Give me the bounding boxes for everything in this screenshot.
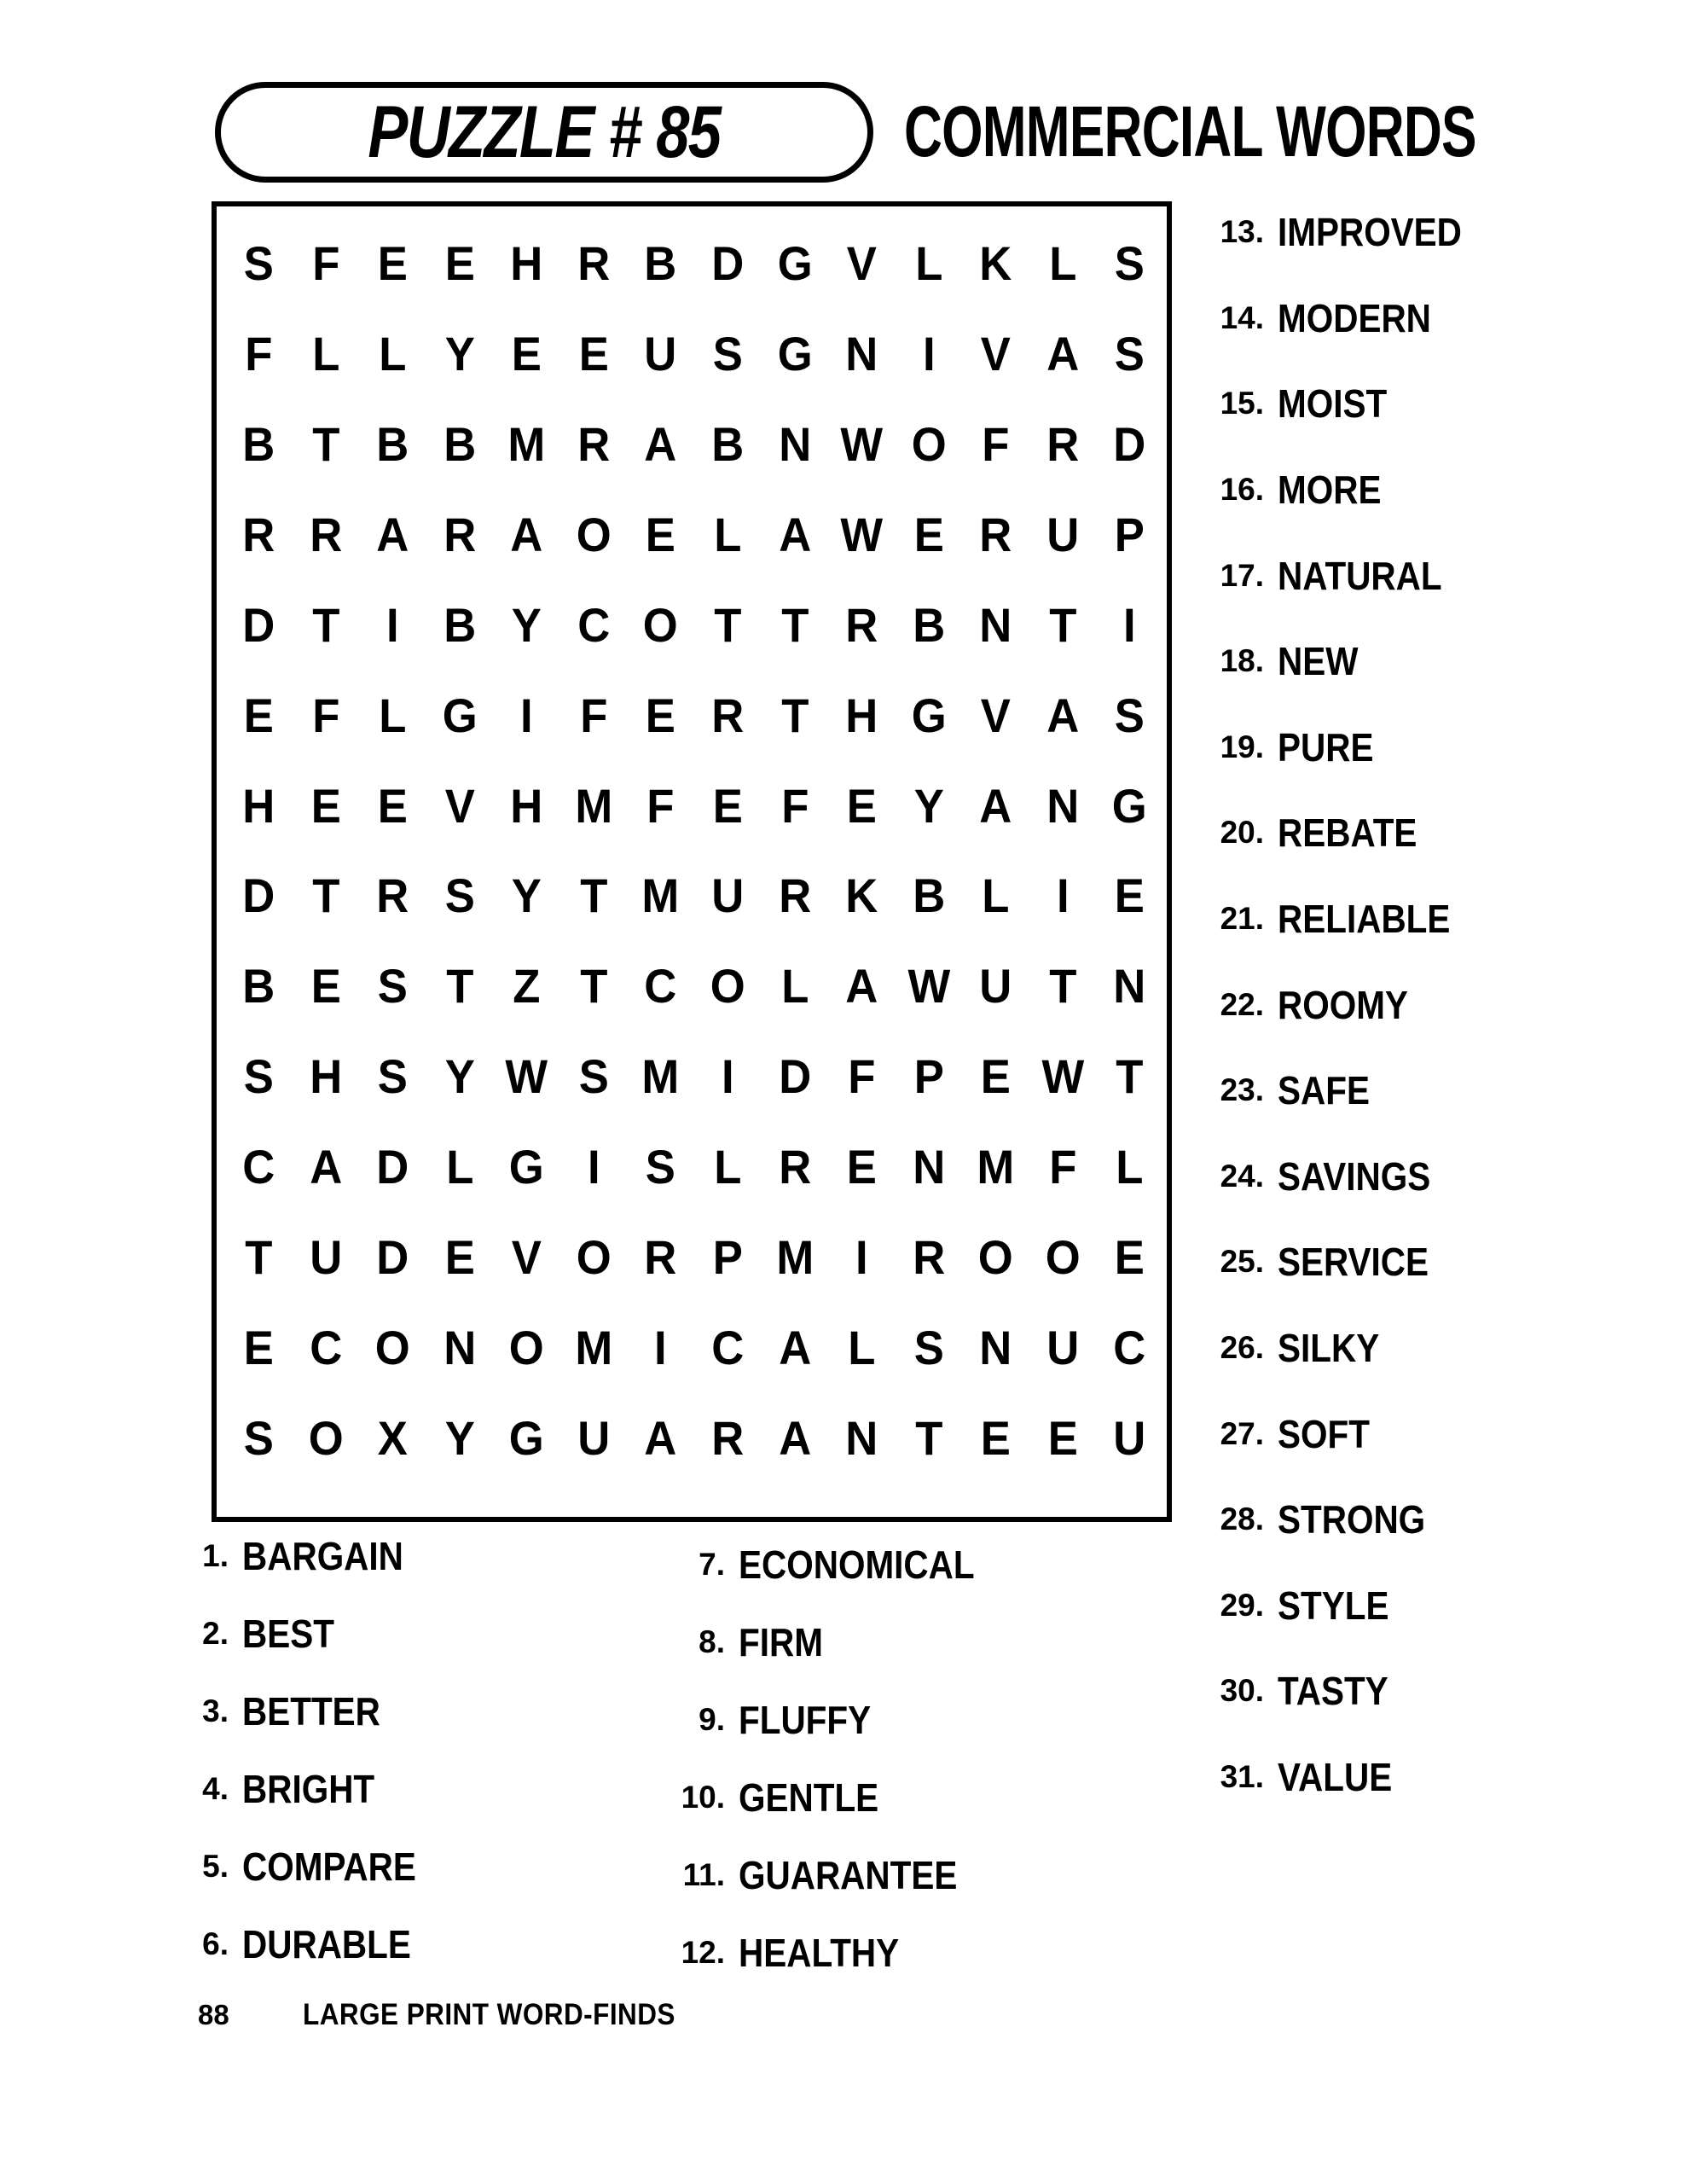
- grid-cell: A: [778, 1320, 811, 1374]
- grid-cell: S: [243, 1410, 274, 1465]
- grid-cell: U: [979, 959, 1012, 1014]
- word-list-item: [1192, 1219, 1487, 1305]
- grid-cell: A: [1046, 327, 1080, 381]
- word-list-item: [167, 1672, 440, 1750]
- word-number: 5.: [202, 1848, 229, 1884]
- word-label: RELIABLE: [1278, 897, 1451, 942]
- grid-cell: G: [777, 236, 813, 291]
- grid-cell: E: [310, 959, 341, 1014]
- grid-cell: N: [1046, 778, 1080, 833]
- word-label: STRONG: [1278, 1497, 1426, 1542]
- word-list-item: [1192, 532, 1487, 619]
- word-number: 22.: [1220, 986, 1264, 1022]
- word-list-item: [167, 1750, 440, 1827]
- grid-cell: L: [982, 868, 1010, 923]
- page-number: 88: [198, 1999, 229, 2030]
- grid-cell: B: [443, 597, 477, 652]
- grid-cell: Z: [513, 959, 541, 1014]
- grid-cell: U: [1046, 507, 1080, 561]
- grid-cell: S: [913, 1320, 944, 1374]
- grid-cell: E: [846, 1139, 877, 1194]
- grid-cell: U: [1113, 1410, 1146, 1465]
- grid-cell: R: [1046, 417, 1080, 472]
- word-label: NEW: [1278, 639, 1359, 684]
- word-list-item: [1192, 705, 1487, 791]
- word-label: FLUFFY: [739, 1697, 872, 1742]
- grid-cell: W: [840, 507, 884, 561]
- grid-cell: G: [442, 688, 478, 742]
- word-label: SAFE: [1278, 1068, 1370, 1113]
- grid-cell: B: [644, 236, 677, 291]
- word-number: 8.: [699, 1623, 725, 1659]
- grid-cell: R: [845, 597, 878, 652]
- grid-cell: E: [846, 778, 877, 833]
- grid-cell: R: [778, 1139, 811, 1194]
- grid-cell: S: [243, 236, 274, 291]
- grid-cell: N: [443, 1320, 477, 1374]
- grid-cell: I: [386, 597, 399, 652]
- word-label: BRIGHT: [242, 1766, 375, 1811]
- word-list-item: [1192, 961, 1487, 1048]
- grid-cell: M: [641, 868, 680, 923]
- grid-cell: D: [1113, 417, 1146, 472]
- grid-cell: B: [376, 417, 409, 472]
- grid-cell: E: [578, 327, 609, 381]
- word-number: 14.: [1220, 299, 1264, 335]
- word-list-item: [1192, 1734, 1487, 1821]
- word-number: 9.: [699, 1701, 725, 1737]
- grid-cell: L: [780, 959, 809, 1014]
- word-list-item: [646, 1525, 1006, 1603]
- grid-cell: B: [242, 959, 275, 1014]
- word-number: 12.: [681, 1934, 725, 1970]
- word-number: 19.: [1220, 729, 1264, 764]
- grid-cell: L: [714, 1139, 742, 1194]
- grid-cell: S: [377, 959, 408, 1014]
- word-list-item: [646, 1758, 1006, 1836]
- grid-cell: R: [644, 1229, 677, 1284]
- word-list-item: [167, 1827, 440, 1905]
- grid-cell: D: [376, 1229, 409, 1284]
- word-label: DURABLE: [242, 1921, 411, 1966]
- grid-cell: Y: [913, 778, 944, 833]
- grid-cell: C: [1113, 1320, 1146, 1374]
- grid-cell: E: [980, 1049, 1012, 1104]
- word-list-item: [1192, 790, 1487, 876]
- grid-cell: C: [242, 1139, 275, 1194]
- word-number: 16.: [1220, 472, 1264, 508]
- grid-cell: P: [1115, 507, 1145, 561]
- grid-cell: R: [577, 236, 611, 291]
- grid-cell: S: [1115, 688, 1145, 742]
- word-list-item: [1192, 1477, 1487, 1563]
- grid-cell: E: [712, 778, 743, 833]
- word-list-item: [1192, 1648, 1487, 1734]
- grid-cell: L: [445, 1139, 474, 1194]
- word-label: BETTER: [242, 1688, 380, 1734]
- grid-cell: U: [309, 1229, 342, 1284]
- grid-cell: C: [309, 1320, 342, 1374]
- grid-cell: S: [1115, 327, 1145, 381]
- grid-cell: M: [977, 1139, 1015, 1194]
- word-number: 11.: [682, 1856, 725, 1892]
- word-label: TASTY: [1278, 1669, 1388, 1714]
- grid-cell: N: [845, 1410, 878, 1465]
- grid-cell: L: [1049, 236, 1077, 291]
- grid-cell: E: [444, 1229, 475, 1284]
- grid-cell: T: [1049, 959, 1077, 1014]
- word-list-item: [646, 1914, 1006, 1991]
- grid-cell: M: [575, 778, 613, 833]
- grid-cell: A: [979, 778, 1012, 833]
- grid-cell: N: [979, 597, 1012, 652]
- grid-cell: N: [778, 417, 811, 472]
- word-number: 13.: [1220, 214, 1264, 250]
- word-list-item: [1192, 1305, 1487, 1391]
- grid-cell: I: [1056, 868, 1070, 923]
- word-label: COMPARE: [242, 1844, 416, 1889]
- grid-cell: O: [576, 507, 612, 561]
- grid-cell: B: [443, 417, 477, 472]
- grid-cell: E: [377, 236, 408, 291]
- word-label: SERVICE: [1278, 1240, 1429, 1285]
- word-list-right: [1192, 189, 1487, 1820]
- word-label: SILKY: [1278, 1326, 1380, 1371]
- grid-cell: S: [1115, 236, 1145, 291]
- word-label: MOIST: [1278, 381, 1388, 427]
- book-title: LARGE PRINT WORD-FINDS: [302, 1998, 675, 2031]
- grid-cell: S: [578, 1049, 609, 1104]
- grid-cell: D: [242, 868, 275, 923]
- grid-cell: E: [646, 507, 676, 561]
- grid-cell: D: [242, 597, 275, 652]
- grid-cell: H: [510, 778, 543, 833]
- grid-cell: A: [778, 507, 811, 561]
- grid-cell: R: [577, 417, 611, 472]
- grid-cell: B: [242, 417, 275, 472]
- grid-cell: U: [711, 868, 745, 923]
- grid-cell: V: [980, 688, 1012, 742]
- word-label: STYLE: [1278, 1583, 1389, 1628]
- grid-cell: S: [712, 327, 743, 381]
- grid-cell: E: [243, 688, 274, 742]
- grid-cell: T: [311, 597, 339, 652]
- grid-cell: H: [242, 778, 275, 833]
- grid-cell: D: [711, 236, 745, 291]
- word-list-item: [1192, 1563, 1487, 1649]
- grid-cell: K: [979, 236, 1012, 291]
- grid-cell: F: [245, 327, 273, 381]
- word-list-item: [167, 1905, 440, 1983]
- word-label: BEST: [242, 1611, 334, 1656]
- grid-cell: R: [711, 1410, 745, 1465]
- grid-cell: Y: [444, 1049, 475, 1104]
- grid-cell: T: [580, 868, 608, 923]
- grid-cell: G: [1112, 778, 1148, 833]
- grid-cell: A: [1046, 688, 1080, 742]
- word-label: HEALTHY: [739, 1930, 900, 1975]
- grid-cell: Y: [444, 327, 475, 381]
- word-number: 30.: [1220, 1673, 1264, 1709]
- grid-cell: I: [922, 327, 936, 381]
- grid-cell: A: [510, 507, 543, 561]
- word-number: 18.: [1220, 643, 1264, 679]
- puzzle-number-badge: [215, 82, 873, 183]
- grid-cell: T: [311, 868, 339, 923]
- grid-cell: T: [580, 959, 608, 1014]
- grid-cell: P: [712, 1229, 743, 1284]
- grid-cell: V: [511, 1229, 542, 1284]
- word-number: 17.: [1220, 557, 1264, 593]
- word-number: 3.: [202, 1693, 229, 1728]
- puzzle-number-label: PUZZLE # 85: [368, 90, 721, 173]
- word-list-item: [1192, 1134, 1487, 1220]
- word-number: 1.: [202, 1537, 229, 1573]
- grid-cell: A: [376, 507, 409, 561]
- grid-cell: K: [845, 868, 878, 923]
- grid-cell: F: [780, 778, 809, 833]
- grid-cell: A: [644, 1410, 677, 1465]
- word-number: 26.: [1220, 1330, 1264, 1366]
- grid-cell: A: [644, 417, 677, 472]
- grid-cell: V: [846, 236, 877, 291]
- grid-cell: I: [587, 1139, 600, 1194]
- word-list-left: [167, 1517, 440, 1983]
- grid-cell: S: [646, 1139, 676, 1194]
- grid-cell: G: [509, 1410, 545, 1465]
- word-number: 20.: [1220, 815, 1264, 851]
- grid-cell: H: [510, 236, 543, 291]
- word-label: SOFT: [1278, 1411, 1370, 1456]
- word-list-item: [1192, 619, 1487, 705]
- grid-cell: A: [778, 1410, 811, 1465]
- grid-cell: E: [980, 1410, 1012, 1465]
- letter-grid: [212, 201, 1172, 1522]
- grid-cell: T: [245, 1229, 273, 1284]
- word-list-middle: [646, 1525, 1006, 1991]
- grid-cell: F: [311, 688, 339, 742]
- grid-cell: F: [982, 417, 1010, 472]
- grid-cell: S: [444, 868, 475, 923]
- word-list-item: [1192, 276, 1487, 362]
- word-list-item: [646, 1836, 1006, 1914]
- grid-cell: B: [711, 417, 745, 472]
- grid-cell: B: [912, 868, 946, 923]
- grid-cell: W: [907, 959, 950, 1014]
- grid-cell: O: [643, 597, 679, 652]
- grid-cell: R: [778, 868, 811, 923]
- grid-cell: L: [1116, 1139, 1144, 1194]
- grid-cell: M: [775, 1229, 814, 1284]
- grid-cell: W: [840, 417, 884, 472]
- grid-cell: E: [1115, 1229, 1145, 1284]
- grid-cell: I: [520, 688, 533, 742]
- grid-cell: T: [1049, 597, 1077, 652]
- grid-cell: A: [845, 959, 878, 1014]
- grid-cell: O: [509, 1320, 545, 1374]
- grid-cell: L: [914, 236, 943, 291]
- grid-cell: E: [377, 778, 408, 833]
- grid-cell: T: [714, 597, 742, 652]
- grid-cell: A: [309, 1139, 342, 1194]
- grid-cell: P: [913, 1049, 944, 1104]
- word-label: GENTLE: [739, 1774, 879, 1820]
- grid-cell: D: [778, 1049, 811, 1104]
- grid-cell: S: [377, 1049, 408, 1104]
- grid-cell: N: [1113, 959, 1146, 1014]
- grid-cell: R: [242, 507, 275, 561]
- word-number: 28.: [1220, 1502, 1264, 1537]
- word-number: 29.: [1220, 1587, 1264, 1623]
- grid-cell: T: [445, 959, 474, 1014]
- word-number: 7.: [699, 1546, 725, 1582]
- word-list-item: [646, 1603, 1006, 1681]
- grid-cell: S: [243, 1049, 274, 1104]
- grid-cell: I: [855, 1229, 868, 1284]
- word-label: BARGAIN: [242, 1533, 403, 1578]
- grid-cell: W: [505, 1049, 548, 1104]
- grid-cell: O: [978, 1229, 1014, 1284]
- word-number: 23.: [1220, 1072, 1264, 1108]
- grid-cell: M: [641, 1049, 680, 1104]
- word-number: 6.: [202, 1926, 229, 1961]
- grid-cell: U: [644, 327, 677, 381]
- grid-cell: L: [379, 327, 407, 381]
- word-list-item: [1192, 876, 1487, 962]
- word-number: 15.: [1220, 386, 1264, 421]
- grid-cell: R: [309, 507, 342, 561]
- grid-cell: N: [912, 1139, 946, 1194]
- grid-cell: L: [714, 507, 742, 561]
- grid-cell: V: [444, 778, 475, 833]
- grid-cell: L: [311, 327, 339, 381]
- grid-cell: V: [980, 327, 1012, 381]
- grid-cell: E: [243, 1320, 274, 1374]
- grid-cell: E: [1115, 868, 1145, 923]
- word-label: IMPROVED: [1278, 210, 1462, 255]
- grid-cell: E: [1047, 1410, 1078, 1465]
- word-label: VALUE: [1278, 1754, 1393, 1799]
- grid-cell: G: [777, 327, 813, 381]
- word-list-item: [1192, 361, 1487, 447]
- grid-cell: I: [1123, 597, 1137, 652]
- grid-cell: Y: [511, 868, 542, 923]
- grid-cell: R: [912, 1229, 946, 1284]
- word-number: 2.: [202, 1615, 229, 1651]
- grid-cell: R: [711, 688, 745, 742]
- grid-cell: O: [710, 959, 745, 1014]
- word-list-item: [167, 1517, 440, 1594]
- word-number: 31.: [1220, 1758, 1264, 1794]
- grid-cell: F: [580, 688, 608, 742]
- grid-cell: Y: [444, 1410, 475, 1465]
- word-list-item: [167, 1594, 440, 1672]
- word-label: ROOMY: [1278, 982, 1408, 1027]
- word-label: MORE: [1278, 468, 1382, 513]
- word-list-item: [1192, 447, 1487, 533]
- word-label: REBATE: [1278, 810, 1417, 856]
- grid-cell: E: [444, 236, 475, 291]
- grid-cell: I: [654, 1320, 668, 1374]
- grid-cell: T: [914, 1410, 943, 1465]
- grid-cell: O: [1045, 1229, 1081, 1284]
- page-title: COMMERCIAL WORDS: [904, 90, 1476, 171]
- grid-cell: F: [1049, 1139, 1077, 1194]
- grid-cell: C: [644, 959, 677, 1014]
- grid-cell: T: [311, 417, 339, 472]
- grid-cell: C: [711, 1320, 745, 1374]
- word-number: 21.: [1220, 901, 1264, 937]
- word-label: MODERN: [1278, 295, 1431, 340]
- grid-cell: G: [911, 688, 947, 742]
- grid-cell: B: [912, 597, 946, 652]
- grid-cell: O: [911, 417, 947, 472]
- word-label: GUARANTEE: [739, 1852, 958, 1897]
- grid-cell: E: [646, 688, 676, 742]
- grid-cell: O: [374, 1320, 410, 1374]
- grid-cell: E: [310, 778, 341, 833]
- grid-cell: D: [376, 1139, 409, 1194]
- word-number: 10.: [681, 1779, 725, 1815]
- grid-cell: F: [848, 1049, 876, 1104]
- grid-cell: R: [443, 507, 477, 561]
- grid-cell: E: [913, 507, 944, 561]
- word-label: FIRM: [739, 1619, 823, 1664]
- grid-cell: N: [979, 1320, 1012, 1374]
- grid-cell: W: [1041, 1049, 1084, 1104]
- word-label: SAVINGS: [1278, 1153, 1431, 1199]
- word-label: PURE: [1278, 724, 1374, 770]
- grid-cell: T: [1116, 1049, 1144, 1104]
- grid-cell: R: [376, 868, 409, 923]
- grid-cell: R: [979, 507, 1012, 561]
- grid-cell: Y: [511, 597, 542, 652]
- word-list-item: [1192, 1391, 1487, 1477]
- word-number: 27.: [1220, 1415, 1264, 1451]
- grid-cell: L: [848, 1320, 876, 1374]
- grid-cell: N: [845, 327, 878, 381]
- word-label: ECONOMICAL: [739, 1542, 975, 1587]
- word-list-item: [646, 1681, 1006, 1758]
- word-label: NATURAL: [1278, 553, 1442, 598]
- grid-cell: O: [576, 1229, 612, 1284]
- grid-cell: F: [311, 236, 339, 291]
- grid-cell: X: [377, 1410, 408, 1465]
- grid-cell: H: [309, 1049, 342, 1104]
- grid-cell: F: [646, 778, 675, 833]
- grid-cell: O: [308, 1410, 344, 1465]
- word-list-item: [1192, 189, 1487, 276]
- grid-cell: C: [577, 597, 611, 652]
- grid-cell: E: [511, 327, 542, 381]
- grid-cell: T: [780, 597, 809, 652]
- grid-cell: U: [577, 1410, 611, 1465]
- grid-cell: L: [379, 688, 407, 742]
- grid-cell: H: [845, 688, 878, 742]
- word-number: 25.: [1220, 1244, 1264, 1280]
- word-number: 24.: [1220, 1158, 1264, 1194]
- page-footer: [198, 1998, 716, 2032]
- word-number: 4.: [202, 1770, 229, 1806]
- grid-cell: U: [1046, 1320, 1080, 1374]
- word-list-item: [1192, 1048, 1487, 1134]
- grid-cell: I: [721, 1049, 734, 1104]
- grid-cell: M: [575, 1320, 613, 1374]
- grid-cell: M: [507, 417, 546, 472]
- grid-cell: G: [509, 1139, 545, 1194]
- grid-cell: T: [780, 688, 809, 742]
